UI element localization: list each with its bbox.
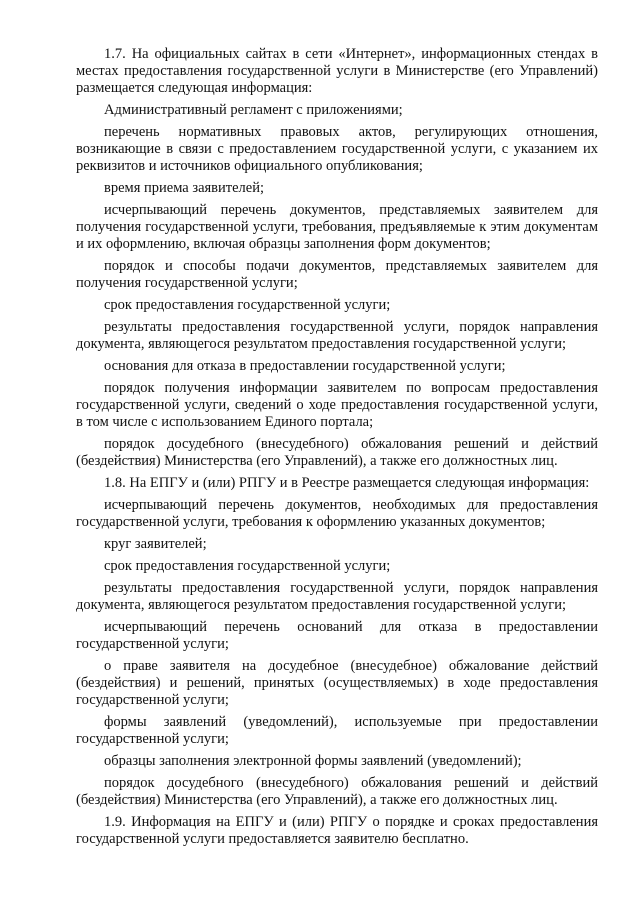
list-item: исчерпывающий перечень документов, необходимых для предоставления государственной услуги, требования к оформлению указанных документов; xyxy=(76,497,598,530)
list-item: порядок и способы подачи документов, представляемых заявителем для получения государственной услуги; xyxy=(76,258,598,291)
section-1-8-intro: 1.8. На ЕПГУ и (или) РПГУ и в Реестре размещается следующая информация: xyxy=(104,475,590,491)
list-item: порядок досудебного (внесудебного) обжалования решений и действий (бездействия) Министерства (его Управлений), а также его должностных лиц. xyxy=(76,436,598,469)
list-item: исчерпывающий перечень документов, представляемых заявителем для получения государственной услуги, требования, предъявляемые к этим документам и их оформлению, включая образцы заполнения форм документов; xyxy=(76,202,598,252)
list-item: результаты предоставления государственной услуги, порядок направления документа, являющегося результатом предоставления государственной услуги; xyxy=(76,580,598,613)
list-item: Административный регламент с приложениями; xyxy=(104,102,403,118)
section-1-9: 1.9. Информация на ЕПГУ и (или) РПГУ о порядке и сроках предоставления государственной услуги предоставляется заявителю бесплатно. xyxy=(76,814,598,847)
list-item: порядок досудебного (внесудебного) обжалования решений и действий (бездействия) Министерства (его Управлений), а также его должностных лиц. xyxy=(76,775,598,808)
list-item: порядок получения информации заявителем по вопросам предоставления государственной услуги, сведений о ходе предоставления государственной услуги, в том числе с использованием Единого портала; xyxy=(76,380,598,430)
list-item: исчерпывающий перечень оснований для отказа в предоставлении государственной услуги; xyxy=(76,619,598,652)
section-1-7-intro: 1.7. На официальных сайтах в сети «Интернет», информационных стендах в местах предоставления государственной услуги в Министерстве (его Управлений) размещается следующая информация: xyxy=(76,46,598,96)
list-item: круг заявителей; xyxy=(104,536,207,552)
list-item: о праве заявителя на досудебное (внесудебное) обжалование действий (бездействия) и решений, принятых (осуществляемых) в ходе предоставления государственной услуги; xyxy=(76,658,598,708)
list-item: образцы заполнения электронной формы заявлений (уведомлений); xyxy=(104,753,522,769)
document-page xyxy=(76,46,598,853)
list-item: формы заявлений (уведомлений), используемые при предоставлении государственной услуги; xyxy=(76,714,598,747)
list-item: срок предоставления государственной услуги; xyxy=(104,558,391,574)
list-item: время приема заявителей; xyxy=(104,180,265,196)
list-item: результаты предоставления государственной услуги, порядок направления документа, являющегося результатом предоставления государственной услуги; xyxy=(76,319,598,352)
list-item: срок предоставления государственной услуги; xyxy=(104,297,391,313)
list-item: перечень нормативных правовых актов, регулирующих отношения, возникающие в связи с предоставлением государственной услуги, с указанием их реквизитов и источников официального опубликования; xyxy=(76,124,598,174)
list-item: основания для отказа в предоставлении государственной услуги; xyxy=(104,358,506,374)
